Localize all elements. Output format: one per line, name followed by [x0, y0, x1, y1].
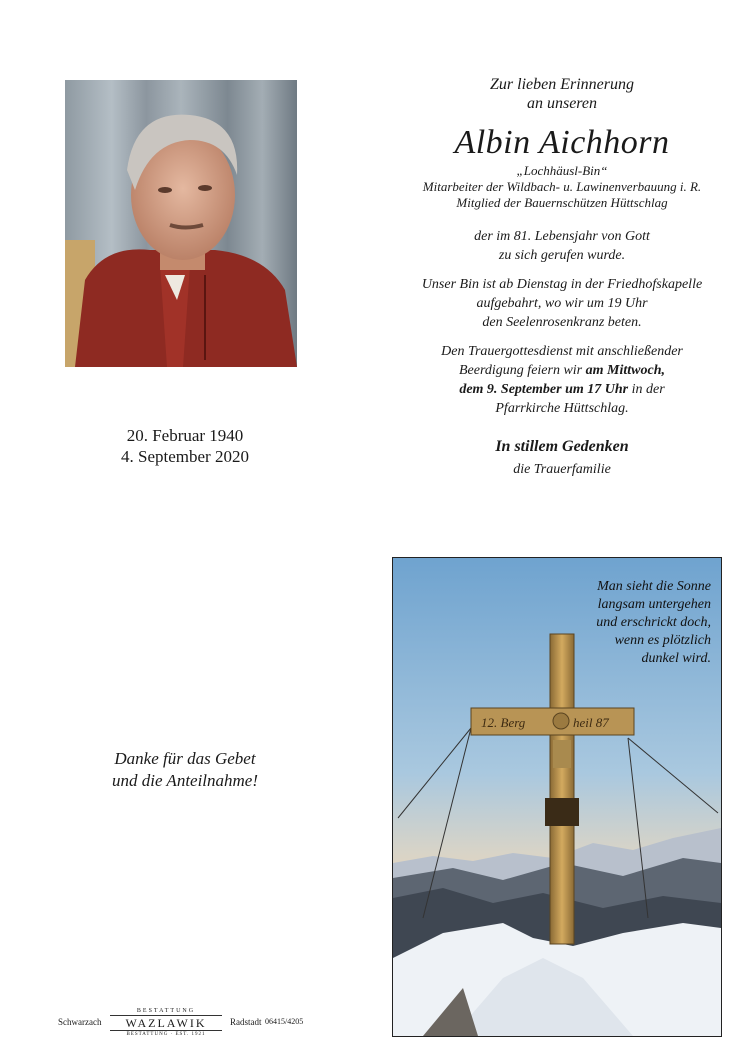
thanks-line-2: und die Anteilnahme! [111, 771, 259, 790]
poem [511, 578, 711, 668]
obituary-text [392, 75, 732, 478]
poem-line-3: und erschrickt doch, [596, 615, 711, 630]
funeral-line-1: Den Trauergottesdienst mit anschließender [441, 344, 683, 359]
birth-date: 20. Februar 1940 [126, 426, 244, 445]
funeral-line-4: Pfarrkirche Hüttschlag. [495, 401, 629, 416]
footer-phone: 06415/4205 [265, 1017, 304, 1026]
funeral-line-3b: in der [628, 382, 665, 397]
viewing-line-2: aufgebahrt, wo wir um 19 Uhr [476, 296, 648, 311]
poem-line-2: langsam untergehen [597, 597, 711, 612]
portrait-photo [65, 80, 297, 367]
signature-line: die Trauerfamilie [513, 462, 611, 477]
closing-line: In stillem Gedenken [495, 438, 629, 455]
poem-line-1: Man sieht die Sonne [597, 579, 711, 594]
funeral-line-3a: dem 9. September um 17 Uhr [459, 382, 629, 397]
poem-line-5: dunkel wird. [641, 651, 711, 666]
viewing-line-1: Unser Bin ist ab Dienstag in der Friedhofskapelle [421, 277, 703, 292]
death-line-1: der im 81. Lebensjahr von Gott [474, 229, 650, 244]
funeral-line-3 [392, 380, 732, 399]
cross-text-left: 12. Berg [481, 715, 526, 730]
funeral-home-footer [58, 1004, 328, 1044]
death-date: 4. September 2020 [121, 447, 249, 466]
poem-line-4: wenn es plötzlich [614, 633, 711, 648]
logo-top-text: BESTATTUNG [136, 1008, 196, 1014]
intro-line-1: Zur lieben Erinnerung [490, 76, 634, 93]
footer-location-right: Radstadt [230, 1017, 262, 1027]
cross-text-right: heil 87 [573, 715, 609, 730]
nickname: „Lochhäusl-Bin“ [516, 163, 608, 178]
funeral-line-2a: Beerdigung feiern wir [459, 363, 586, 378]
funeral-line-2 [392, 361, 732, 380]
funeral-line-2b: am Mittwoch, [585, 363, 665, 378]
logo-bottom-text: BESTATTUNG · EST. 1921 [126, 1032, 206, 1037]
life-dates [65, 425, 305, 467]
summit-cross-photo [392, 557, 722, 1037]
funeral-home-logo [110, 1008, 222, 1037]
viewing-line-3: den Seelenrosenkranz beten. [482, 315, 642, 330]
logo-name: WAZLAWIK [110, 1015, 222, 1031]
intro-line-2: an unseren [526, 95, 598, 112]
thanks-line-1: Danke für das Gebet [114, 749, 256, 768]
role-line-2: Mitglied der Bauernschützen Hüttschlag [456, 195, 668, 210]
death-line-2: zu sich gerufen wurde. [498, 248, 626, 263]
deceased-name: Albin Aichhorn [454, 124, 670, 161]
footer-location-left: Schwarzach [58, 1017, 102, 1027]
role-line-1: Mitarbeiter der Wildbach- u. Lawinenverbauung i. R. [422, 179, 702, 194]
thanks-text [65, 748, 305, 792]
